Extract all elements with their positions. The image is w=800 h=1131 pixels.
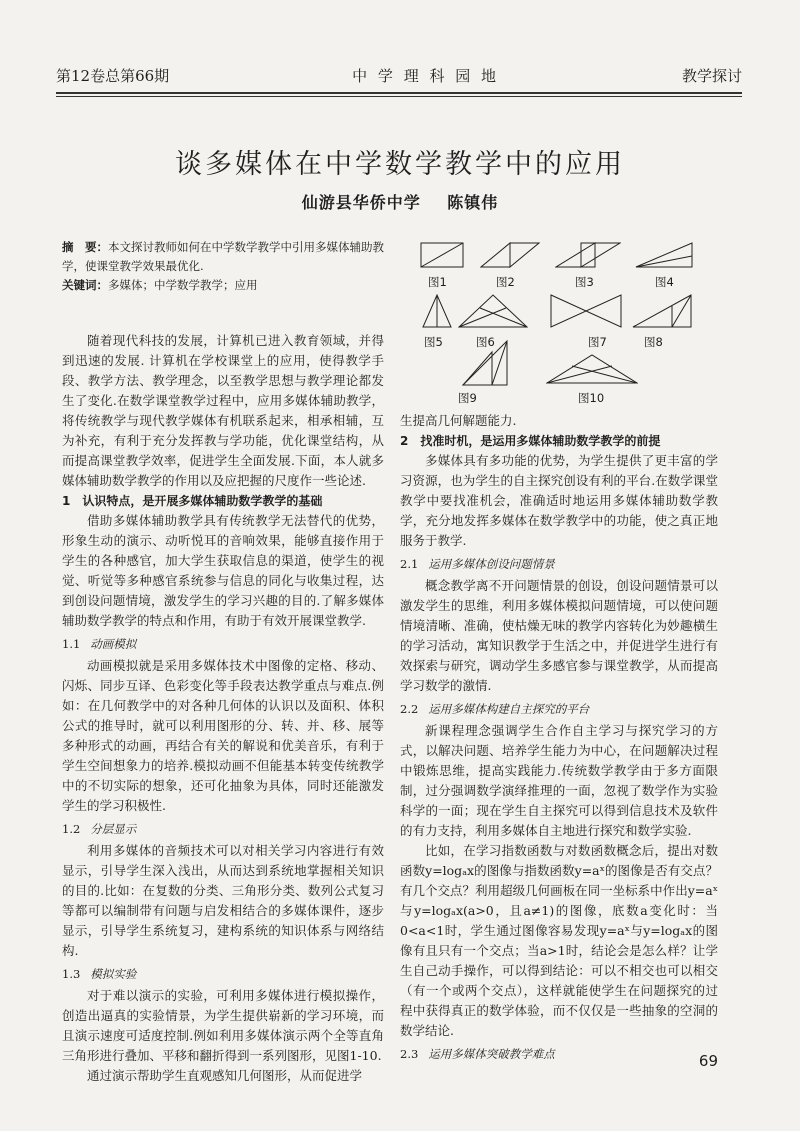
figure-1-drawing	[420, 242, 464, 268]
figure-7	[550, 294, 622, 349]
section-1-3-heading	[62, 964, 384, 984]
figure-1-caption: 图1	[428, 275, 447, 289]
section-2-3-heading	[400, 1044, 718, 1064]
figure-4	[635, 242, 693, 289]
author-name: 陈镇伟	[447, 193, 499, 212]
figure-3-caption: 图3	[575, 275, 594, 289]
figure-4-caption: 图4	[655, 275, 674, 289]
header-rule	[56, 92, 742, 94]
section-1-3-paragraph: 对于难以演示的实验，可利用多媒体进行模拟操作，创造出逼真的实验情景，为学生提供崭新的学习环境，而且演示速度可适度控制.例如利用多媒体演示两个全等直角三角形进行叠加、平移和翻折得到一系列图形，见图1-10.	[62, 988, 384, 1063]
article-title: 谈多媒体在中学数学教学中的应用	[175, 149, 625, 180]
section-2-2-paragraph: 新课程理念强调学生合作自主学习与探究学习的方式，以解决问题、培养学生能力为中心，在问题解决过程中锻炼思维，提高实践能力.传统数学教学由于多方面限制，过分强调数学演绎推理的一面，忽视了数学作为实验科学的一面；现在学生自主探究可以得到信息技术及软件的有力支持，利用多媒体自主地进行探究和数学实验.	[400, 723, 718, 838]
keywords-label: 关键词：	[62, 278, 108, 292]
section-1-2-heading	[62, 819, 384, 839]
figure-6-caption: 图6	[476, 335, 495, 349]
intro-paragraph: 随着现代科技的发展，计算机已进入教育领域，并得到迅速的发展. 计算机在学校课堂上的应用，使得教学手段、教学方法、教学理念，以至教学思想与教学理论都发生了变化.在数学课堂教学过程中，应用多媒体辅助教学，将传统教学与现代教学媒体有机联系起来，相承相辅，互为补充，有利于充分发挥教与学功能，优化课堂结构，从而提高课堂教学效率，促进学生全面发展.下面，本人就多媒体辅助数学教学的作用以及应把握的尺度作一些论述.	[62, 333, 384, 488]
section-number: 2.3	[400, 1047, 419, 1061]
section-2-1-heading	[400, 554, 718, 574]
section-1-1-paragraph: 动画模拟就是采用多媒体技术中图像的定格、移动、闪烁、同步互译、色彩变化等手段表达教学重点与难点.例如：在几何教学中的对各种几何体的认识以及面积、体积公式的推导时，就可以利用图形的分、转、并、移、展等多种形式的动画，再结合有关的解说和优美音乐，有利于学生空间想象力的培养.模拟动画不但能基本转变传统教学中的不切实际的想象，还可化抽象为具体，同时还能激发学生的学习积极性.	[62, 658, 384, 813]
figure-9-caption: 图9	[458, 391, 477, 405]
author-affiliation: 仙游县华侨中学	[301, 193, 421, 212]
section-2-2-paragraph-2: 比如，在学习指数函数与对数函数概念后，提出对数函数y=logₐx的图像与指数函数y=aˣ的图像是否有交点？有几个交点？利用超级几何画板在同一坐标系中作出y=aˣ与y=logₐx(a>0，且a≠1)的图像，底数a变化时：当0<a<1时，学生通过图像容易发现y=aˣ与y=logₐx的图像有且只有一个交点；当a>1时，结论会是怎么样？让学生自己动手操作，可以得到结论：可以不相交也可以相交（有一个或两个交点），这样就能使学生在问题探究的过程中获得真正的数学体验，而不仅仅是一些抽象的空洞的数学结论.	[400, 843, 718, 1038]
section-number: 2.1	[400, 557, 419, 571]
figure-10-drawing	[546, 354, 638, 384]
section-number: 1.1	[62, 637, 81, 651]
figure-3-drawing	[555, 242, 621, 268]
figure-5-caption: 图5	[424, 335, 443, 349]
section-number: 2.2	[400, 702, 419, 716]
figure-9	[458, 340, 508, 405]
abstract-text: 本文探讨教师如何在中学数学教学中引用多媒体辅助教学，使课堂教学效果最优化.	[62, 240, 384, 273]
figure-7-caption: 图7	[588, 335, 607, 349]
figure-3	[555, 242, 621, 289]
section-1-3-paragraph-2: 通过演示帮助学生直观感知几何图形，从而促进学	[87, 1068, 363, 1083]
header-issue: 第12卷总第66期	[56, 66, 170, 85]
section-title: 模拟实验	[90, 967, 137, 981]
keywords-text: 多媒体；中学数学教学；应用	[108, 278, 258, 292]
abstract-label: 摘 要：	[62, 240, 108, 254]
section-2-1-paragraph: 概念教学离不开问题情景的创设，创设问题情景可以激发学生的思维，利用多媒体模拟问题情境，可以使问题情境清晰、准确，使枯燥无味的教学内容转化为妙趣横生的学习活动，寓知识教学于生活之中，并促进学生进行有效探索与研究，调动学生多感官参与课堂教学，从而提高学习数学的激情.	[400, 578, 718, 693]
header-rule-thin	[56, 96, 742, 97]
right-column	[400, 232, 718, 1066]
figure-8-caption: 图8	[644, 335, 663, 349]
figure-5	[422, 294, 452, 349]
running-header	[56, 62, 742, 88]
figure-2-caption: 图2	[496, 275, 515, 289]
section-number: 1.3	[62, 967, 81, 981]
section-1-2-paragraph: 利用多媒体的音频技术可以对相关学习内容进行有效显示，引导学生深入浅出，从而达到系统地掌握相关知识的目的.比如：在复数的分类、三角形分类、数列公式复习等都可以编制带有问题与启发相结合的多媒体课件，逐步显示，引导学生系统复习，建构系统的知识体系与网络结构.	[62, 843, 384, 958]
figure-1	[420, 242, 464, 289]
figure-8	[632, 294, 692, 349]
figure-2-drawing	[480, 242, 540, 268]
figure-6-drawing	[458, 294, 528, 328]
section-title: 运用多媒体构建自主探究的平台	[428, 702, 590, 716]
section-title: 分层显示	[90, 822, 137, 836]
section-number: 1.2	[62, 822, 81, 836]
section-title: 运用多媒体突破教学难点	[428, 1047, 555, 1061]
figure-continuation: 生提高几何解题能力.	[400, 413, 517, 428]
section-1-heading: 1 认识特点，是开展多媒体辅助数学教学的基础	[62, 494, 323, 508]
figure-panel	[400, 232, 718, 407]
figure-8-drawing	[632, 294, 692, 328]
abstract	[62, 238, 384, 295]
figure-2	[480, 242, 540, 289]
page-number: 69	[698, 1052, 718, 1070]
section-title: 动画模拟	[90, 637, 137, 651]
header-section: 教学探讨	[681, 66, 742, 85]
section-1-paragraph: 借助多媒体辅助教学具有传统教学无法替代的优势，形象生动的演示、动听悦耳的音响效果，能够直接作用于学生的各种感官，加大学生获取信息的渠道，使学生的视觉、听觉等多种感官系统参与信息的同化与收集过程，达到创设问题情境，激发学生的学习兴趣的目的.了解多媒体辅助数学教学的特点和作用，有助于有效开展课堂教学.	[62, 513, 384, 628]
section-title: 运用多媒体创设问题情景	[428, 557, 555, 571]
figure-6	[458, 294, 528, 349]
figure-5-drawing	[422, 294, 452, 328]
figure-7-drawing	[550, 294, 622, 328]
section-2-paragraph: 多媒体具有多功能的优势，为学生提供了更丰富的学习资源，也为学生的自主探究创设有利的平台.在数学课堂教学中要找准机会，准确适时地运用多媒体辅助数学教学，充分地发挥多媒体在数学教学中的功能，使之真正地服务于教学.	[400, 453, 718, 548]
figure-4-drawing	[635, 242, 693, 268]
figure-10	[546, 354, 638, 405]
figure-10-caption: 图10	[578, 391, 605, 405]
figure-9-drawing	[462, 340, 508, 386]
left-column	[62, 238, 384, 1086]
section-1-1-heading	[62, 634, 384, 654]
section-2-heading: 2 找准时机，是运用多媒体辅助数学教学的前提	[400, 434, 661, 448]
header-journal-name: 中 学 理 科 园 地	[352, 66, 499, 85]
section-2-2-heading	[400, 699, 718, 719]
byline	[0, 190, 800, 213]
